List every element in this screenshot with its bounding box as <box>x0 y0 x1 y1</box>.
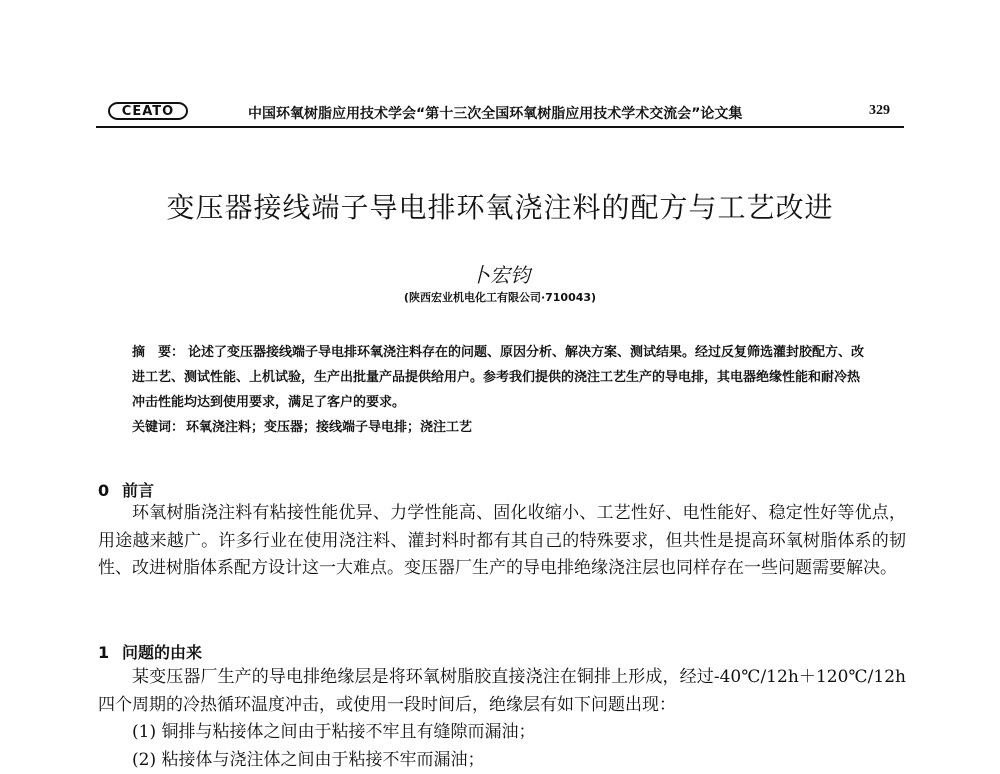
list-item: (1) 铜排与粘接体之间由于粘接不牢且有缝隙而漏油； <box>98 719 906 747</box>
abstract-paragraph <box>132 340 872 415</box>
section-title: 前言 <box>122 481 154 500</box>
section-heading <box>98 478 154 501</box>
author-affiliation: (陕西宏业机电化工有限公司·710043) <box>0 289 1000 305</box>
keywords-text: 环氧浇注料；变压器；接线端子导电排；浇注工艺 <box>186 420 472 435</box>
keywords-line <box>132 415 872 440</box>
section-number: 1 <box>98 643 122 662</box>
list-item: (2) 粘接体与浇注体之间由于粘接不牢而漏油； <box>98 747 906 774</box>
abstract-block <box>132 340 872 440</box>
section-body <box>98 664 906 774</box>
conference-logo <box>108 102 188 120</box>
page-number: 329 <box>869 103 890 119</box>
section-number: 0 <box>98 481 122 500</box>
section-body <box>98 500 906 583</box>
abstract-label: 摘 要： <box>132 345 184 360</box>
body-paragraph: 某变压器厂生产的导电排绝缘层是将环氧树脂胶直接浇注在铜排上形成，经过-40℃/12h＋120℃/12h 四个周期的冷热循环温度冲击，或使用一段时间后，绝缘层有如下问题出现： <box>98 664 906 719</box>
abstract-text: 论述了变压器接线端子导电排环氧浇注料存在的问题、原因分析、解决方案、测试结果。经过反复筛选灌封胶配方、改进工艺、测试性能、上机试验，生产出批量产品提供给用户。参考我们提供的浇注工艺生产的导电排，其电器绝缘性能和耐冷热冲击性能均达到使用要求，满足了客户的要求。 <box>132 345 864 410</box>
section-heading <box>98 640 202 663</box>
running-header <box>96 100 904 128</box>
journal-title: 中国环氧树脂应用技术学会“第十三次全国环氧树脂应用技术学术交流会”论文集 <box>248 103 742 123</box>
keywords-label: 关键词： <box>132 420 184 435</box>
paper-title: 变压器接线端子导电排环氧浇注料的配方与工艺改进 <box>0 186 1000 226</box>
body-paragraph: 环氧树脂浇注料有粘接性能优异、力学性能高、固化收缩小、工艺性好、电性能好、稳定性好等优点，用途越来越广。许多行业在使用浇注料、灌封料时都有其自己的特殊要求，但共性是提高环氧树脂体系的韧性、改进树脂体系配方设计这一大难点。变压器厂生产的导电排绝缘浇注层也同样存在一些问题需要解决。 <box>98 500 906 583</box>
logo-text: CEATO <box>122 104 174 119</box>
author-name: 卜宏钧 <box>0 259 1000 288</box>
section-title: 问题的由来 <box>122 643 202 662</box>
